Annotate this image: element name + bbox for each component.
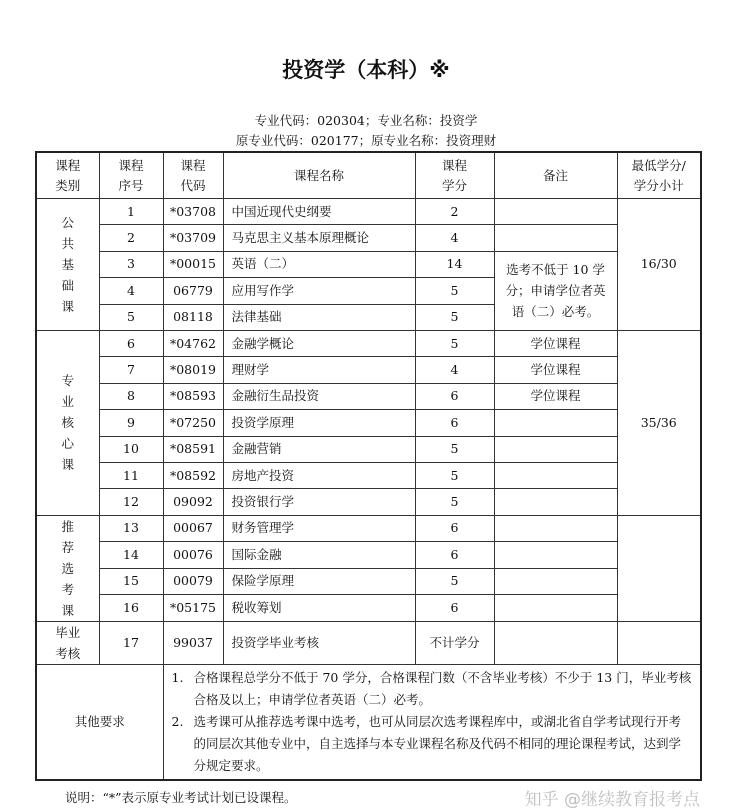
table-row xyxy=(36,251,701,277)
course-category: 推 荐 选 考 课 xyxy=(36,515,99,621)
credit-subtotal: 35/36 xyxy=(617,330,701,515)
course-credit: 14 xyxy=(415,251,494,277)
footer-row xyxy=(35,785,700,810)
course-code: 00067 xyxy=(163,515,223,542)
course-note xyxy=(494,436,617,462)
course-code: 09092 xyxy=(163,489,223,515)
table-row xyxy=(36,595,701,622)
major-info: 专业代码：020304；专业名称：投资学 xyxy=(254,113,478,128)
table-row xyxy=(36,621,701,664)
course-category: 毕业 考核 xyxy=(36,621,99,664)
course-credit: 5 xyxy=(415,330,494,356)
course-note: 学位课程 xyxy=(494,330,617,356)
table-row xyxy=(36,383,701,409)
course-name: 金融营销 xyxy=(223,436,415,462)
course-credit: 6 xyxy=(415,515,494,542)
course-name: 税收筹划 xyxy=(223,595,415,622)
course-name: 房地产投资 xyxy=(223,462,415,488)
course-credit: 5 xyxy=(415,462,494,488)
course-note xyxy=(494,225,617,251)
course-number: 7 xyxy=(99,357,163,383)
course-name: 财务管理学 xyxy=(223,515,415,542)
course-number: 2 xyxy=(99,225,163,251)
course-name: 理财学 xyxy=(223,357,415,383)
course-code: 99037 xyxy=(163,621,223,664)
course-note xyxy=(494,515,617,542)
page-title: 投资学（本科）※ xyxy=(282,58,450,82)
course-credit: 6 xyxy=(415,595,494,622)
course-name: 金融衍生品投资 xyxy=(223,383,415,409)
course-note xyxy=(494,621,617,664)
other-requirements-list xyxy=(163,664,701,780)
credit-subtotal: 16/30 xyxy=(617,199,701,331)
column-header: 课程名称 xyxy=(223,152,415,199)
course-credit: 6 xyxy=(415,383,494,409)
table-row xyxy=(36,436,701,462)
table-row xyxy=(36,330,701,356)
course-code: *03709 xyxy=(163,225,223,251)
course-number: 14 xyxy=(99,542,163,569)
course-code: 00076 xyxy=(163,542,223,569)
column-header: 课程 序号 xyxy=(99,152,163,199)
footnote: 说明：“*”表示原专业考试计划已设课程。 xyxy=(65,790,297,806)
course-note xyxy=(494,489,617,515)
course-note xyxy=(494,410,617,436)
course-number: 6 xyxy=(99,330,163,356)
requirement-text: 合格课程总学分不低于 70 学分，合格课程门数（不含毕业考核）不少于 13 门，毕业考核合格及以上；申请学位者英语（二）必考。 xyxy=(193,669,692,707)
course-code: *04762 xyxy=(163,330,223,356)
table-wrapper xyxy=(35,151,700,810)
course-number: 16 xyxy=(99,595,163,622)
course-number: 10 xyxy=(99,436,163,462)
table-row xyxy=(36,568,701,595)
course-note xyxy=(494,595,617,622)
table-row xyxy=(36,542,701,569)
course-note: 学位课程 xyxy=(494,357,617,383)
course-credit: 6 xyxy=(415,410,494,436)
other-requirements-row xyxy=(36,664,701,780)
course-note xyxy=(494,568,617,595)
course-number: 11 xyxy=(99,462,163,488)
watermark: 知乎 @继续教育报考点 xyxy=(524,789,700,810)
course-number: 8 xyxy=(99,383,163,409)
table-row xyxy=(36,225,701,251)
table-row xyxy=(36,462,701,488)
course-name: 投资学毕业考核 xyxy=(223,621,415,664)
course-table xyxy=(35,151,702,781)
course-credit: 5 xyxy=(415,304,494,330)
course-number: 3 xyxy=(99,251,163,277)
credit-subtotal xyxy=(617,515,701,621)
table-row xyxy=(36,489,701,515)
course-code: *08591 xyxy=(163,436,223,462)
column-header: 课程 学分 xyxy=(415,152,494,199)
course-note xyxy=(494,462,617,488)
other-requirements-label: 其他要求 xyxy=(36,664,163,780)
table-row xyxy=(36,515,701,542)
requirement-item xyxy=(172,667,693,711)
course-code: *08593 xyxy=(163,383,223,409)
requirement-item xyxy=(172,711,693,777)
requirement-text: 选考课可从推荐选考课中选考，也可从同层次选考课程库中，或湖北省自学考试现行开考的同层次其他专业中，自主选择与本专业课程名称及代码不相同的理论课程考试，达到学分规定要求。 xyxy=(193,713,682,773)
course-credit: 5 xyxy=(415,568,494,595)
course-credit: 2 xyxy=(415,199,494,225)
requirement-number: 1. xyxy=(171,669,184,685)
course-category: 公 共 基 础 课 xyxy=(36,199,99,331)
course-note xyxy=(494,542,617,569)
course-category: 专 业 核 心 课 xyxy=(36,330,99,515)
course-name: 金融学概论 xyxy=(223,330,415,356)
course-note: 学位课程 xyxy=(494,383,617,409)
former-major-info: 原专业代码：020177；原专业名称：投资理财 xyxy=(235,133,497,148)
column-header: 最低学分/ 学分小计 xyxy=(617,152,701,199)
table-row xyxy=(36,199,701,225)
course-number: 17 xyxy=(99,621,163,664)
course-name: 英语（二） xyxy=(223,251,415,277)
course-code: 08118 xyxy=(163,304,223,330)
course-code: *03708 xyxy=(163,199,223,225)
course-name: 马克思主义基本原理概论 xyxy=(223,225,415,251)
column-header: 课程 代码 xyxy=(163,152,223,199)
requirement-number: 2. xyxy=(171,713,184,729)
course-credit: 5 xyxy=(415,489,494,515)
column-header: 课程 类别 xyxy=(36,152,99,199)
course-credit: 6 xyxy=(415,542,494,569)
course-note xyxy=(494,199,617,225)
course-number: 9 xyxy=(99,410,163,436)
course-credit: 5 xyxy=(415,436,494,462)
course-name: 法律基础 xyxy=(223,304,415,330)
course-credit: 不计学分 xyxy=(415,621,494,664)
header-row xyxy=(36,152,701,199)
course-credit: 5 xyxy=(415,278,494,304)
course-number: 5 xyxy=(99,304,163,330)
course-code: *05175 xyxy=(163,595,223,622)
credit-subtotal xyxy=(617,621,701,664)
course-code: 06779 xyxy=(163,278,223,304)
course-number: 15 xyxy=(99,568,163,595)
course-code: *08019 xyxy=(163,357,223,383)
course-credit: 4 xyxy=(415,225,494,251)
course-name: 应用写作学 xyxy=(223,278,415,304)
course-name: 投资学原理 xyxy=(223,410,415,436)
column-header: 备注 xyxy=(494,152,617,199)
course-number: 1 xyxy=(99,199,163,225)
course-code: *07250 xyxy=(163,410,223,436)
course-number: 12 xyxy=(99,489,163,515)
course-number: 13 xyxy=(99,515,163,542)
table-row xyxy=(36,410,701,436)
course-name: 国际金融 xyxy=(223,542,415,569)
course-name: 保险学原理 xyxy=(223,568,415,595)
course-name: 中国近现代史纲要 xyxy=(223,199,415,225)
course-name: 投资银行学 xyxy=(223,489,415,515)
course-code: *00015 xyxy=(163,251,223,277)
course-credit: 4 xyxy=(415,357,494,383)
course-code: 00079 xyxy=(163,568,223,595)
course-note: 选考不低于 10 学分；申请学位者英语（二）必考。 xyxy=(494,251,617,330)
table-row xyxy=(36,357,701,383)
course-code: *08592 xyxy=(163,462,223,488)
course-number: 4 xyxy=(99,278,163,304)
